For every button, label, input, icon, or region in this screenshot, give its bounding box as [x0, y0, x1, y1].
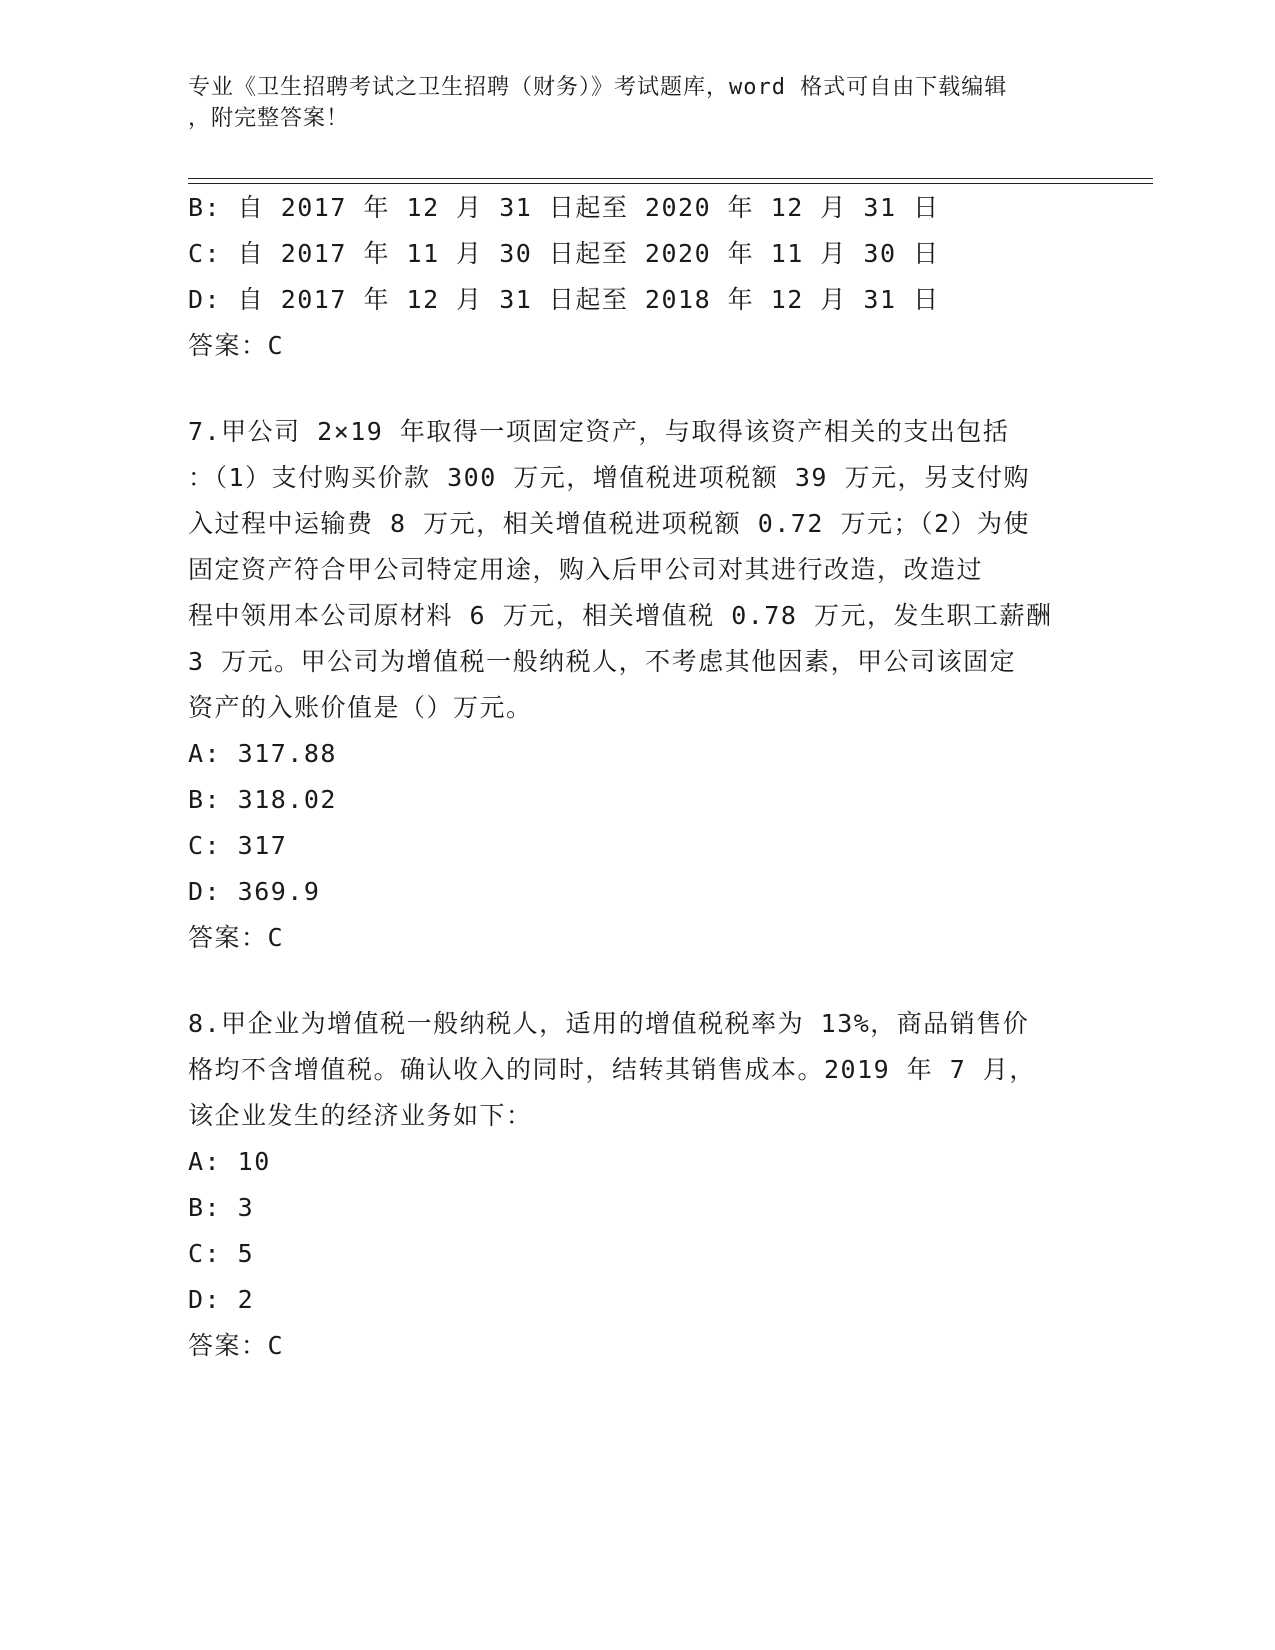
option-b: B: 自 2017 年 12 月 31 日起至 2020 年 12 月 31 日 — [188, 193, 940, 222]
option-a: A: 10 — [188, 1147, 271, 1176]
prev-question-block — [188, 185, 1088, 369]
option-d: D: 2 — [188, 1285, 255, 1314]
question-text-line: 7.甲公司 2×19 年取得一项固定资产，与取得该资产相关的支出包括 — [188, 417, 1010, 446]
option-b: B: 318.02 — [188, 785, 337, 814]
option-c: C: 317 — [188, 831, 288, 860]
document-body — [188, 185, 1088, 1369]
option-b: B: 3 — [188, 1193, 255, 1222]
question-text-line: ：（1）支付购买价款 300 万元，增值税进项税额 39 万元，另支付购 — [188, 463, 1031, 492]
question-8-block — [188, 1001, 1088, 1369]
question-text-line: 8.甲企业为增值税一般纳税人，适用的增值税税率为 13%，商品销售价 — [188, 1009, 1030, 1038]
question-text-line: 固定资产符合甲公司特定用途，购入后甲公司对其进行改造，改造过 — [188, 555, 984, 584]
option-c: C: 5 — [188, 1239, 255, 1268]
answer-line: 答案：C — [188, 923, 285, 952]
question-text-line: 3 万元。甲公司为增值税一般纳税人，不考虑其他因素，甲公司该固定 — [188, 647, 1017, 676]
header-line-1: 专业《卫生招聘考试之卫生招聘（财务）》考试题库，word 格式可自由下载编辑 — [188, 75, 1008, 100]
question-text-line: 资产的入账价值是（）万元。 — [188, 693, 533, 722]
question-text-line: 格均不含增值税。确认收入的同时，结转其销售成本。2019 年 7 月， — [188, 1055, 1036, 1084]
question-text-line: 入过程中运输费 8 万元，相关增值税进项税额 0.72 万元；（2）为使 — [188, 509, 1031, 538]
option-a: A: 317.88 — [188, 739, 337, 768]
header-rule-bottom — [188, 183, 1153, 184]
option-d: D: 369.9 — [188, 877, 321, 906]
document-header — [188, 72, 1068, 134]
option-d: D: 自 2017 年 12 月 31 日起至 2018 年 12 月 31 日 — [188, 285, 940, 314]
question-text-line: 该企业发生的经济业务如下： — [188, 1101, 533, 1130]
answer-line: 答案：C — [188, 1331, 285, 1360]
question-text-line: 程中领用本公司原材料 6 万元，相关增值税 0.78 万元，发生职工薪酬 — [188, 601, 1053, 630]
header-rule-top — [188, 178, 1153, 179]
header-line-2: ，附完整答案！ — [188, 106, 350, 131]
answer-line: 答案：C — [188, 331, 285, 360]
option-c: C: 自 2017 年 11 月 30 日起至 2020 年 11 月 30 日 — [188, 239, 940, 268]
question-7-block — [188, 409, 1088, 961]
spacer — [188, 369, 1088, 409]
spacer — [188, 961, 1088, 1001]
